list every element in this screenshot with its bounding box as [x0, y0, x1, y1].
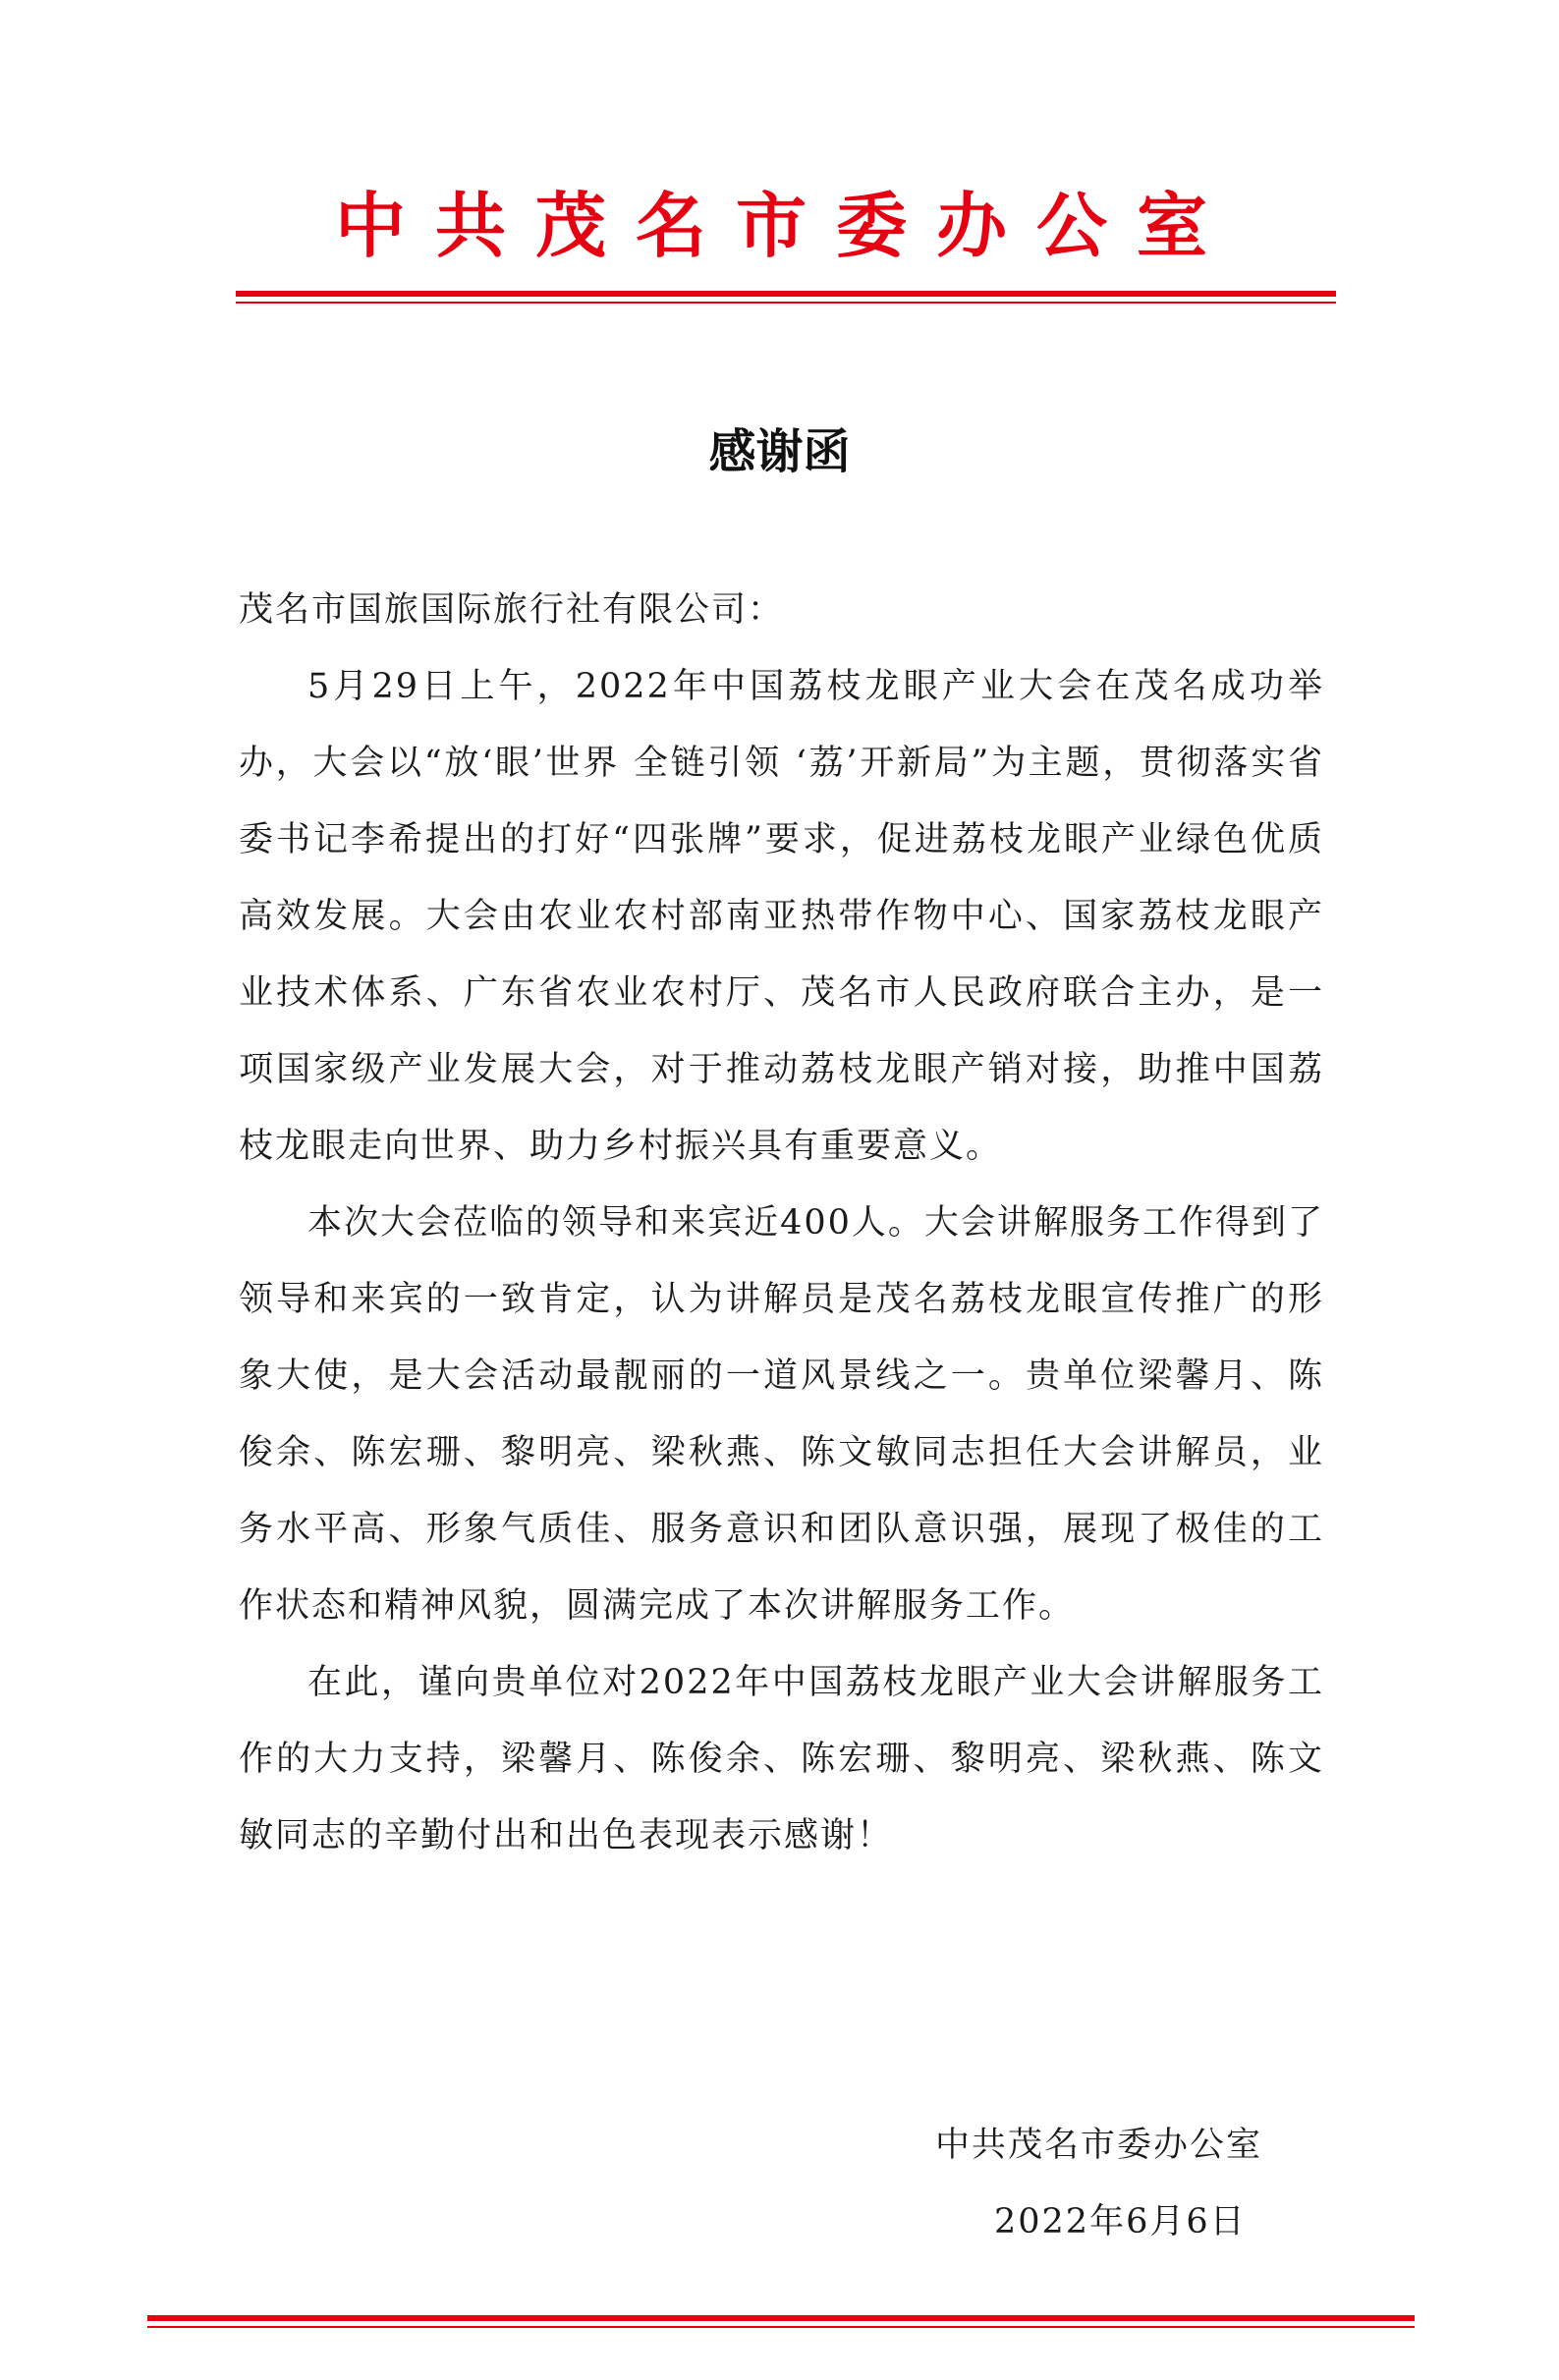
body-paragraph-2: 本次大会莅临的领导和来宾近400人。大会讲解服务工作得到了领导和来宾的一致肯定，认为讲解员是茂名荔枝龙眼宣传推广的形象大使，是大会活动最靓丽的一道风景线之一。贵单位梁馨月、陈俊余、陈宏珊、黎明亮、梁秋燕、陈文敏同志担任大会讲解员，业务水平高、形象气质佳、服务意识和团队意识强，展现了极佳的工作状态和精神风貌，圆满完成了本次讲解服务工作。 — [239, 1203, 1324, 1626]
body-paragraph-1: 5月29日上午，2022年中国荔枝龙眼产业大会在茂名成功举办，大会以“放‘眼’世界 全链引领 ‘荔’开新局”为主题，贯彻落实省委书记李希提出的打好“四张牌”要求，促进荔枝龙眼产业绿色优质高效发展。大会由农业农村部南亚热带作物中心、国家荔枝龙眼产业技术体系、广东省农业农村厅、茂名市人民政府联合主办，是一项国家级产业发展大会，对于推动荔枝龙眼产销对接，助推中国荔枝龙眼走向世界、助力乡村振兴具有重要意义。 — [239, 667, 1324, 1166]
document-title: 感谢函 — [708, 424, 851, 479]
letter-body — [239, 572, 1324, 1874]
signature-block — [884, 2107, 1336, 2260]
footer-divider-thick — [147, 2315, 1415, 2321]
signature-date: 2022年6月6日 — [994, 2202, 1247, 2242]
letterhead-divider-thick — [236, 291, 1336, 297]
letterhead-divider-thin — [236, 302, 1336, 304]
letterhead-org-name: 中共茂名市委办公室 — [334, 185, 1237, 267]
salutation: 茂名市国旅国际旅行社有限公司： — [239, 590, 785, 630]
body-paragraph-3: 在此，谨向贵单位对2022年中国荔枝龙眼产业大会讲解服务工作的大力支持，梁馨月、陈俊余、陈宏珊、黎明亮、梁秋燕、陈文敏同志的辛勤付出和出色表现表示感谢！ — [239, 1663, 1324, 1855]
footer-divider-thin — [147, 2326, 1415, 2328]
signature-org: 中共茂名市委办公室 — [935, 2126, 1263, 2165]
